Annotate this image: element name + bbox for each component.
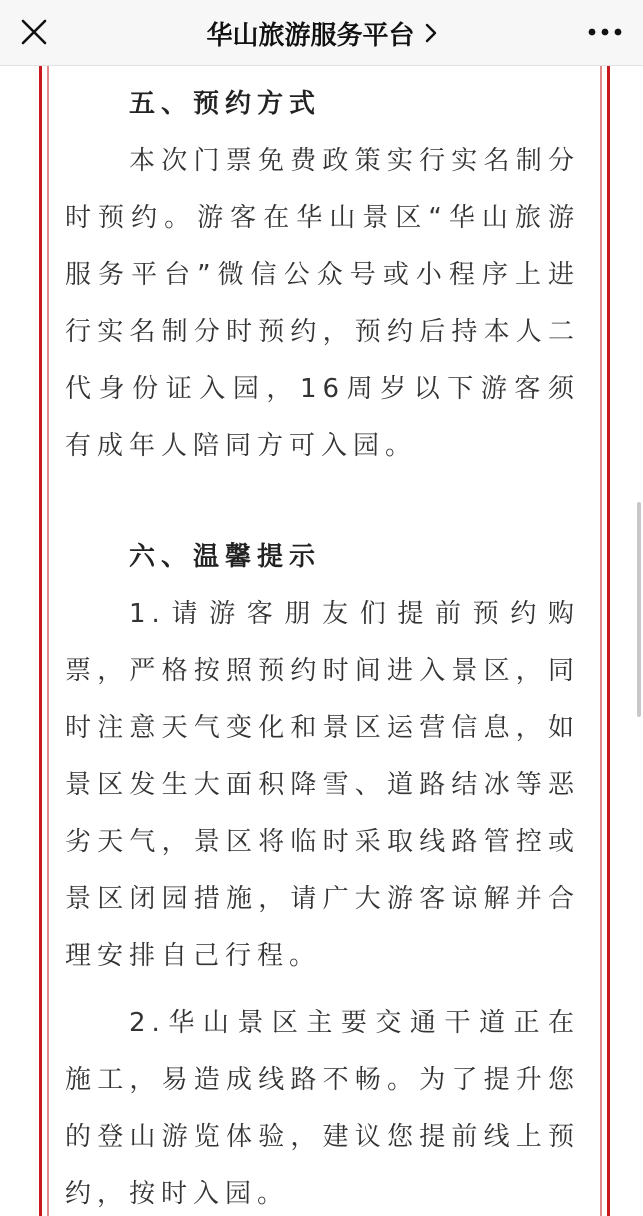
- scrollbar-thumb[interactable]: [637, 502, 641, 717]
- tip-paragraph-2: 2.华山景区主要交通干道正在施工，易造成线路不畅。为了提升您的登山游览体验，建议您提前线上预约，按时入园。: [65, 1008, 580, 1209]
- more-button[interactable]: [583, 14, 627, 50]
- tip-paragraph-1: 1.请游客朋友们提前预约购票，严格按照预约时间进入景区，同时注意天气变化和景区运营信息，如景区发生大面积降雪、道路结冰等恶劣天气，景区将临时采取线路管控或景区闭园措施，请广大游客谅解并合理安排自己行程。: [65, 599, 580, 971]
- page-title: 华山旅游服务平台: [206, 20, 415, 51]
- article-body: [65, 66, 580, 1216]
- section-heading-tips: 六、温馨提示: [129, 542, 322, 572]
- reservation-paragraph: 本次门票免费政策实行实名制分时预约。游客在华山景区“华山旅游服务平台”微信公众号或小程序上进行实名制分时预约，预约后持本人二代身份证入园，16周岁以下游客须有成年人陪同方可入园。: [65, 146, 580, 461]
- account-title-link[interactable]: [0, 0, 643, 66]
- section-heading-reservation: 五、预约方式: [129, 89, 322, 119]
- chevron-right-icon: [425, 23, 437, 43]
- top-navbar: [0, 0, 643, 66]
- more-icon: [588, 28, 622, 36]
